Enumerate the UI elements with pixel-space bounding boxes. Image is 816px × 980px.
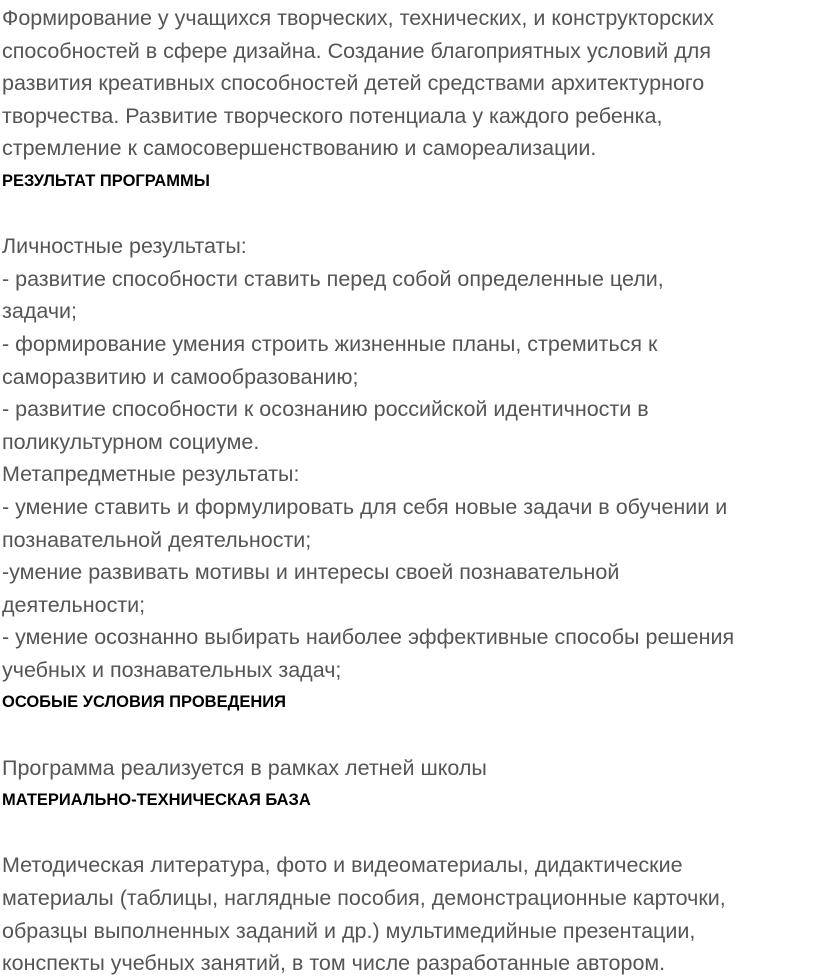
document-page [2, 2, 808, 980]
intro-line: развития креативных способностей детей средствами архитектурного [2, 71, 705, 96]
materials-line: материалы (таблицы, наглядные пособия, демонстрационные карточки, [2, 886, 726, 911]
intro-paragraph [2, 2, 808, 165]
personal-result-line: - развитие способности к осознанию российской идентичности в [2, 397, 649, 422]
meta-result-line: - умение осознанно выбирать наиболее эффективные способы решения [2, 625, 735, 650]
materials-line: образцы выполненных заданий и др.) мультимедийные презентации, [2, 918, 696, 943]
personal-result-line: поликультурном социуме. [2, 429, 260, 454]
personal-result-line: - формирование умения строить жизненные планы, стремиться к [2, 331, 658, 356]
meta-result-line: деятельности; [2, 592, 146, 617]
personal-results-title: Личностные результаты: [2, 234, 247, 259]
meta-result-line: познавательной деятельности; [2, 527, 312, 552]
conditions-heading: ОСОБЫЕ УСЛОВИЯ ПРОВЕДЕНИЯ [2, 693, 286, 712]
conditions-paragraph [2, 752, 808, 785]
personal-result-line: задачи; [2, 299, 78, 324]
meta-result-line: учебных и познавательных задач; [2, 657, 342, 682]
spacer [2, 817, 808, 850]
intro-line: Формирование у учащихся творческих, технических, и конструкторских [2, 6, 714, 30]
spacer [2, 198, 808, 231]
personal-result-line: - развитие способности ставить перед собой определенные цели, [2, 266, 664, 291]
materials-heading: МАТЕРИАЛЬНО-ТЕХНИЧЕСКАЯ БАЗА [2, 791, 311, 810]
spacer [2, 719, 808, 752]
materials-paragraph [2, 849, 808, 979]
meta-result-line: -умение развивать мотивы и интересы своей познавательной [2, 560, 620, 585]
meta-result-line: - умение ставить и формулировать для себя новые задачи в обучении и [2, 494, 728, 519]
intro-line: способностей в сфере дизайна. Создание благоприятных условий для [2, 38, 711, 63]
intro-line: стремление к самосовершенствованию и самореализации. [2, 136, 597, 161]
meta-results [2, 458, 808, 686]
results-heading: РЕЗУЛЬТАТ ПРОГРАММЫ [2, 171, 210, 190]
conditions-text: Программа реализуется в рамках летней школы [2, 755, 487, 780]
personal-results [2, 230, 808, 458]
materials-line: конспекты учебных занятий, в том числе разработанные автором. [2, 951, 666, 976]
meta-results-title: Метапредметные результаты: [2, 462, 300, 487]
personal-result-line: саморазвитию и самообразованию; [2, 364, 359, 389]
intro-line: творчества. Развитие творческого потенциала у каждого ребенка, [2, 103, 663, 128]
materials-line: Методическая литература, фото и видеоматериалы, дидактические [2, 853, 683, 878]
